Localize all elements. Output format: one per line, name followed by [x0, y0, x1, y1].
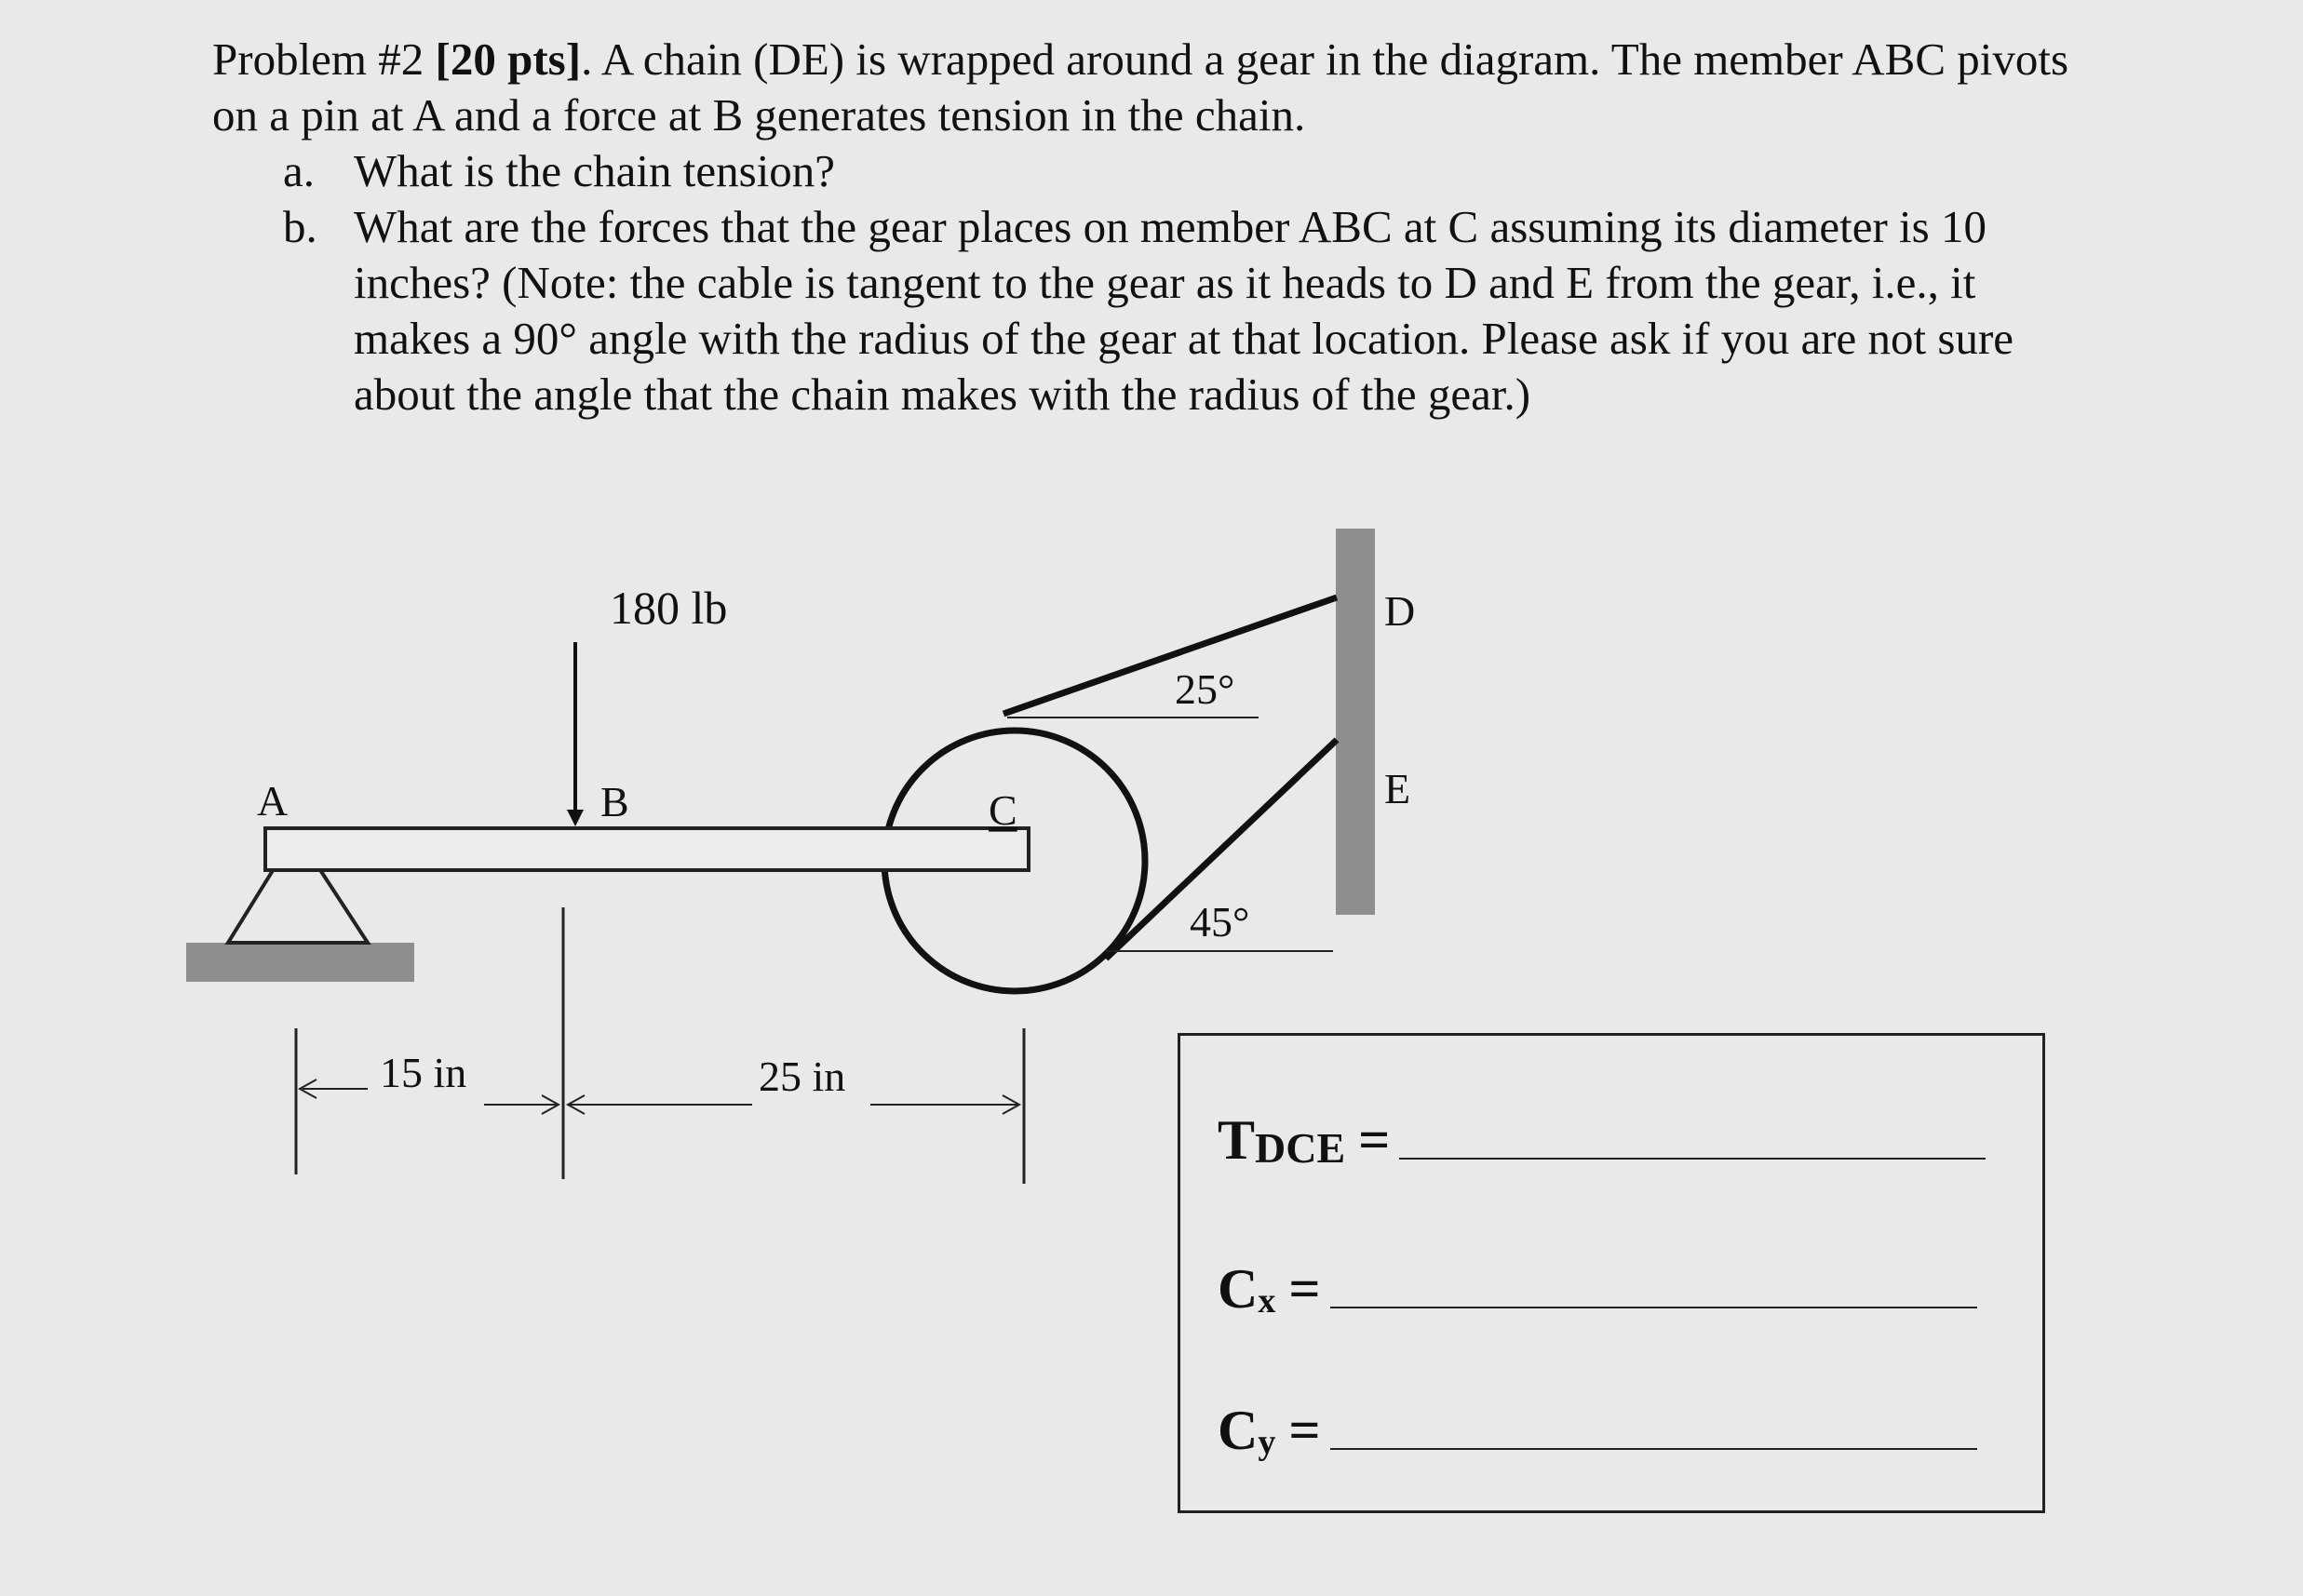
question-b-text: What are the forces that the gear places on member ABC at C assuming its diameter is 10 inches? (Note: the cable is tangent to the gear as it heads to D and E from the gear, i.e., it makes a 90° angle with the radius of the gear at that location. Please ask if you are not sure about the angle that the chain makes with the radius of the gear.)	[354, 201, 2014, 420]
force-label: 180 lb	[610, 582, 728, 634]
point-a-label: A	[257, 777, 289, 825]
answer-box	[1178, 1033, 2045, 1513]
cx-answer-blank[interactable]	[1330, 1307, 1977, 1308]
dimension-bc-label: 25 in	[759, 1053, 846, 1100]
wall	[1336, 529, 1375, 915]
problem-points: [20 pts]	[435, 34, 582, 85]
cx-equals: =	[1288, 1258, 1321, 1320]
force-arrow-head	[567, 810, 584, 826]
tension-answer-blank[interactable]	[1399, 1158, 1986, 1160]
problem-intro-text: . A chain (DE) is wrapped around a gear in the diagram. The member ABC pivots on a pin at A and a force at B generates tension in the chain.	[212, 34, 2069, 141]
problem-title: Problem #2	[212, 34, 424, 85]
dimension-ab-label: 15 in	[380, 1049, 467, 1096]
point-d-label: D	[1384, 587, 1416, 635]
cy-equals: =	[1288, 1400, 1321, 1461]
question-b-label: b.	[283, 201, 317, 252]
question-a-label: a.	[283, 145, 315, 196]
chain-segment-cd	[1003, 597, 1337, 714]
cy-symbol: C	[1218, 1400, 1259, 1461]
question-a-text: What is the chain tension?	[354, 145, 836, 196]
cx-symbol: C	[1218, 1258, 1259, 1320]
cx-subscript: x	[1258, 1281, 1276, 1321]
answer-row-tension	[1218, 1108, 1986, 1173]
tension-equals: =	[1358, 1109, 1391, 1171]
angle-bottom-label: 45°	[1190, 898, 1250, 946]
answer-row-cx	[1218, 1257, 1977, 1321]
cy-subscript: y	[1258, 1423, 1276, 1462]
member-abc	[265, 828, 1029, 870]
tension-symbol: T	[1218, 1109, 1256, 1171]
point-e-label: E	[1384, 765, 1411, 812]
angle-top-label: 25°	[1175, 665, 1235, 713]
point-b-label: B	[600, 778, 629, 825]
cy-answer-blank[interactable]	[1330, 1448, 1977, 1450]
point-c-label: C	[989, 786, 1017, 834]
answer-row-cy	[1218, 1399, 1977, 1463]
tension-subscript: DCE	[1255, 1124, 1346, 1172]
ground-hatch	[186, 943, 414, 982]
